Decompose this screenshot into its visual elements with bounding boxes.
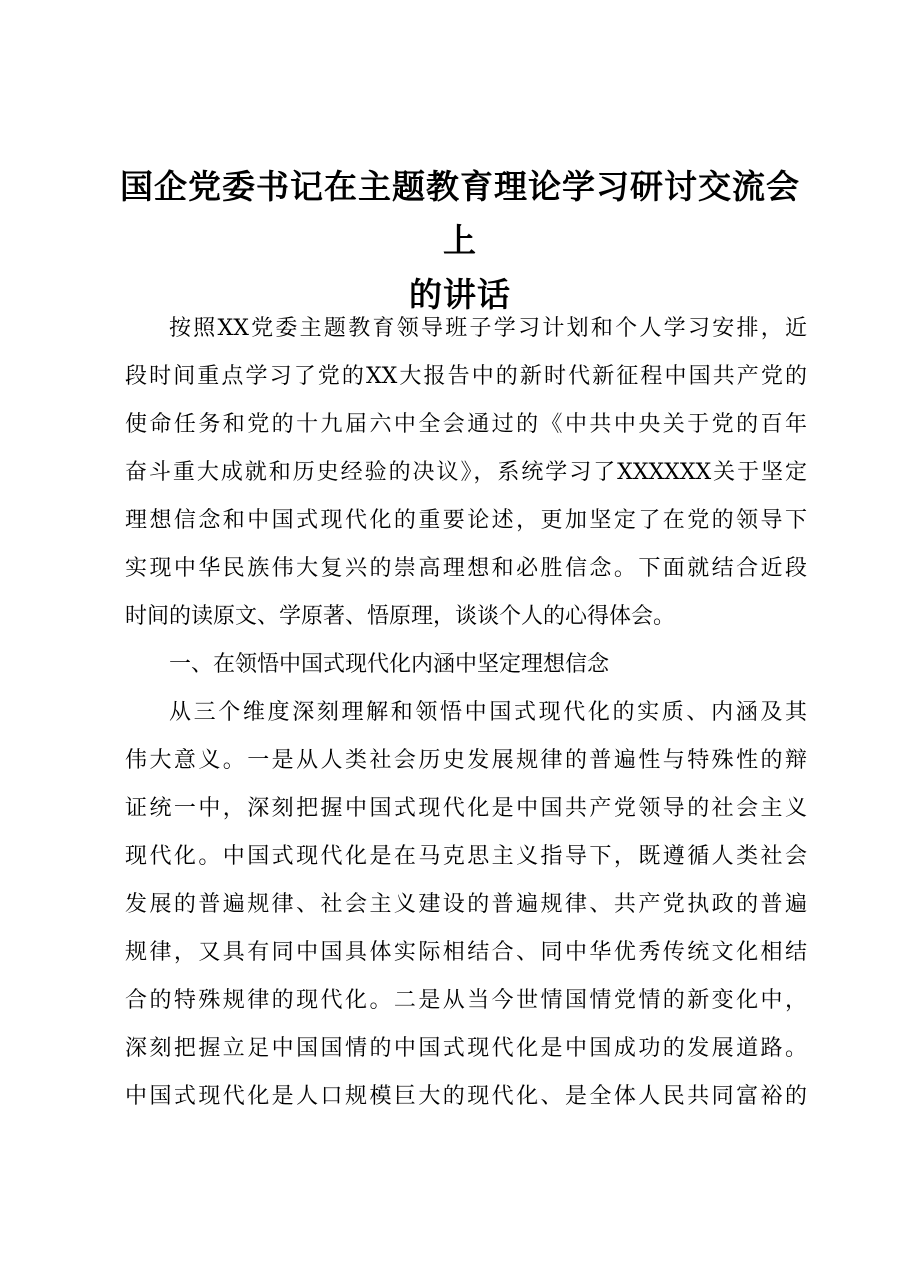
title-line-1: 国企党委书记在主题教育理论学习研讨交流会上 bbox=[120, 167, 800, 260]
body-line: 实现中华民族伟大复兴的崇高理想和必胜信念。下面就结合近段 bbox=[125, 556, 807, 581]
body-line: 段时间重点学习了党的XX大报告中的新时代新征程中国共产党的 bbox=[125, 364, 807, 389]
body-line: 深刻把握立足中国国情的中国式现代化是中国成功的发展道路。 bbox=[125, 1036, 807, 1061]
body-line: 现代化。中国式现代化是在马克思主义指导下，既遵循人类社会 bbox=[125, 844, 807, 869]
document-title bbox=[110, 160, 810, 322]
body-line: 奋斗重大成就和历史经验的决议》，系统学习了XXXXXX关于坚定 bbox=[125, 460, 807, 485]
title-line-2: 的讲话 bbox=[409, 275, 511, 314]
body-line: 合的特殊规律的现代化。二是从当今世情国情党情的新变化中， bbox=[125, 988, 807, 1013]
body-line: 使命任务和党的十九届六中全会通过的《中共中央关于党的百年 bbox=[125, 412, 807, 437]
body-line: 伟大意义。一是从人类社会历史发展规律的普遍性与特殊性的辩 bbox=[125, 748, 807, 773]
body-line: 发展的普遍规律、社会主义建设的普遍规律、共产党执政的普遍 bbox=[125, 892, 807, 917]
body-line: 理想信念和中国式现代化的重要论述，更加坚定了在党的领导下 bbox=[125, 508, 807, 533]
body-line: 时间的读原文、学原著、悟原理，谈谈个人的心得体会。 bbox=[125, 604, 676, 629]
body-line: 一、在领悟中国式现代化内涵中坚定理想信念 bbox=[169, 652, 610, 677]
body-line: 中国式现代化是人口规模巨大的现代化、是全体人民共同富裕的 bbox=[125, 1084, 807, 1109]
body-line: 从三个维度深刻理解和领悟中国式现代化的实质、内涵及其 bbox=[169, 700, 807, 725]
body-line: 规律，又具有同中国具体实际相结合、同中华优秀传统文化相结 bbox=[125, 940, 807, 965]
body-line: 证统一中，深刻把握中国式现代化是中国共产党领导的社会主义 bbox=[125, 796, 807, 821]
document-body bbox=[125, 305, 807, 1121]
body-line: 按照XX党委主题教育领导班子学习计划和个人学习安排，近 bbox=[169, 316, 807, 341]
